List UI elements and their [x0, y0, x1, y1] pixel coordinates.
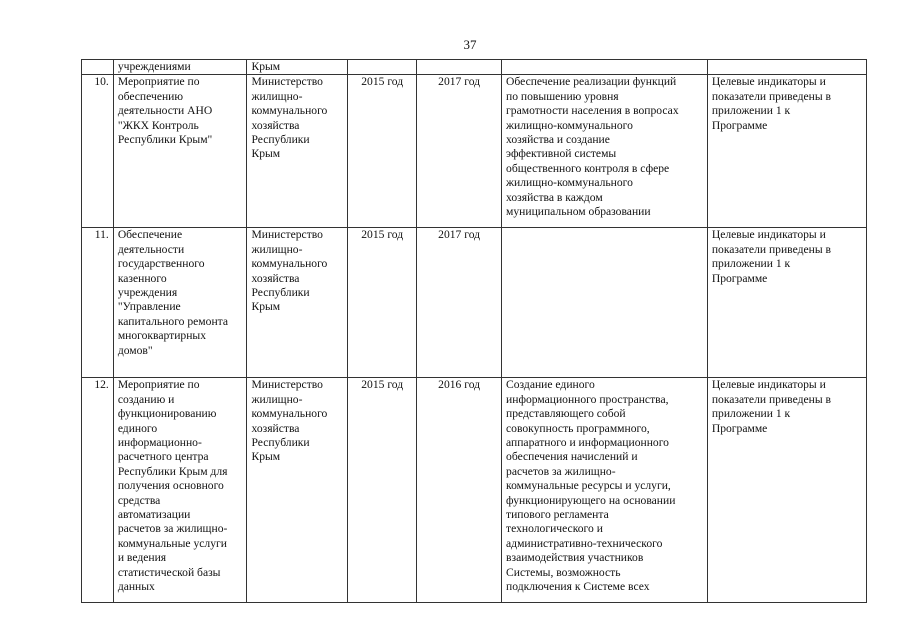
program-measures-table [81, 59, 867, 603]
cell-executor: Министерство жилищно- коммунального хозяйства Республики Крым [247, 228, 348, 378]
table-row [82, 378, 867, 603]
cell-year-end: 2017 год [417, 228, 502, 378]
cell-name: Обеспечение деятельности государственного казенного учреждения "Управление капитального ремонта многоквартирных домов" [113, 228, 247, 378]
cell-indicators: Целевые индикаторы и показатели приведены в приложении 1 к Программе [707, 228, 866, 378]
cell-year-start: 2015 год [348, 378, 417, 603]
cell-year-end: 2017 год [417, 75, 502, 228]
cell-year-end [417, 60, 502, 75]
cell-year-start: 2015 год [348, 228, 417, 378]
cell-name: Мероприятие по обеспечению деятельности АНО "ЖКХ Контроль Республики Крым" [113, 75, 247, 228]
table-row-continuation [82, 60, 867, 75]
cell-executor: Министерство жилищно- коммунального хозяйства Республики Крым [247, 378, 348, 603]
cell-result [502, 60, 708, 75]
cell-result [502, 228, 708, 378]
table-row [82, 228, 867, 378]
cell-indicators [707, 60, 866, 75]
cell-executor: Министерство жилищно- коммунального хозяйства Республики Крым [247, 75, 348, 228]
cell-result: Создание единого информационного пространства, представляющего собой совокупность программного, аппаратного и информационного обеспечения начислений и расчетов за жилищно- коммунальные ресурсы и услуги, функционирующего на основании типового регламента технологического и административно-технического взаимодействия участников Системы, возможность подключения к Системе всех [502, 378, 708, 603]
cell-num: 11. [82, 228, 114, 378]
cell-year-start [348, 60, 417, 75]
cell-year-start: 2015 год [348, 75, 417, 228]
cell-result: Обеспечение реализации функций по повышению уровня грамотности населения в вопросах жилищно-коммунального хозяйства и создание эффективной системы общественного контроля в сфере жилищно-коммунального хозяйства в каждом муниципальном образовании [502, 75, 708, 228]
cell-executor: Крым [247, 60, 348, 75]
page-number: 37 [463, 37, 477, 52]
cell-name: учреждениями [113, 60, 247, 75]
cell-indicators: Целевые индикаторы и показатели приведены в приложении 1 к Программе [707, 75, 866, 228]
cell-indicators: Целевые индикаторы и показатели приведены в приложении 1 к Программе [707, 378, 866, 603]
table-row [82, 75, 867, 228]
cell-name: Мероприятие по созданию и функционированию единого информационно- расчетного центра Республики Крым для получения основного средства автоматизации расчетов за жилищно- коммунальные услуги и ведения статистической базы данных [113, 378, 247, 603]
cell-num: 10. [82, 75, 114, 228]
cell-num: 12. [82, 378, 114, 603]
cell-num [82, 60, 114, 75]
cell-year-end: 2016 год [417, 378, 502, 603]
